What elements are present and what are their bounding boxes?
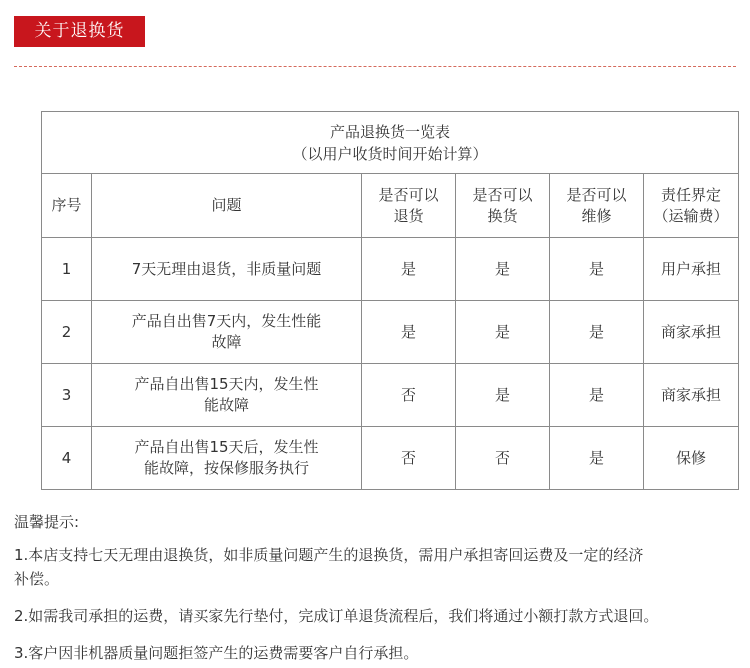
- row-index: 2: [42, 301, 92, 364]
- row-issue-line2: 能故障，按保修服务执行: [143, 459, 309, 477]
- row-issue-line1: 产品自出售15天后，发生性: [134, 438, 319, 456]
- row-exchange: 是: [456, 364, 550, 427]
- section-divider: [14, 66, 736, 67]
- row-issue: [92, 301, 362, 364]
- row-repair: 是: [550, 364, 644, 427]
- row-liability: 商家承担: [644, 301, 739, 364]
- column-header-liability: [644, 174, 739, 238]
- row-liability: 商家承担: [644, 364, 739, 427]
- note-item-1-line2: 补偿。: [14, 570, 60, 588]
- row-exchange: 否: [456, 427, 550, 490]
- row-index: 4: [42, 427, 92, 490]
- column-header-liability-line1: 责任界定: [661, 185, 722, 204]
- table-row: [42, 427, 739, 490]
- row-index: 3: [42, 364, 92, 427]
- column-header-liability-line2: （运输费）: [653, 206, 729, 225]
- table-row: [42, 238, 739, 301]
- row-return: 是: [362, 238, 456, 301]
- column-header-repair: [550, 174, 644, 238]
- row-issue-line1: 产品自出售15天内，发生性: [134, 375, 319, 393]
- column-header-issue: 问题: [92, 174, 362, 238]
- column-header-return-line1: 是否可以: [378, 185, 439, 204]
- table-title-cell: [42, 112, 739, 174]
- row-repair: 是: [550, 427, 644, 490]
- row-exchange: 是: [456, 301, 550, 364]
- column-header-exchange-line1: 是否可以: [472, 185, 533, 204]
- column-header-return: [362, 174, 456, 238]
- note-item-2: 2.如需我司承担的运费，请买家先行垫付，完成订单退货流程后，我们将通过小额打款方式退回。: [14, 607, 659, 625]
- notes-section: [14, 510, 744, 665]
- table-row: [42, 364, 739, 427]
- note-item-1-line1: 1.本店支持七天无理由退换货，如非质量问题产生的退换货，需用户承担寄回运费及一定的经济: [14, 546, 644, 564]
- column-header-exchange: [456, 174, 550, 238]
- row-liability: 保修: [644, 427, 739, 490]
- table-header-row: [42, 174, 739, 238]
- row-return: 是: [362, 301, 456, 364]
- section-title-tag: 关于退换货: [14, 16, 145, 47]
- column-header-exchange-line2: 换货: [487, 206, 518, 225]
- return-policy-table: [41, 111, 739, 490]
- row-liability: 用户承担: [644, 238, 739, 301]
- column-header-repair-line2: 维修: [581, 206, 612, 225]
- notes-heading: 温馨提示:: [14, 513, 80, 531]
- column-header-repair-line1: 是否可以: [566, 185, 627, 204]
- column-header-return-line2: 退货: [393, 206, 424, 225]
- note-item-3: 3.客户因非机器质量问题拒签产生的运费需要客户自行承担。: [14, 644, 419, 662]
- row-issue-line2: 能故障: [203, 396, 249, 414]
- row-return: 否: [362, 427, 456, 490]
- table-title: 产品退换货一览表: [330, 122, 451, 141]
- row-return: 否: [362, 364, 456, 427]
- column-header-index: 序号: [42, 174, 92, 238]
- row-index: 1: [42, 238, 92, 301]
- row-issue-line2: 故障: [211, 333, 242, 351]
- row-issue: [92, 427, 362, 490]
- row-issue: [92, 364, 362, 427]
- row-repair: 是: [550, 238, 644, 301]
- row-exchange: 是: [456, 238, 550, 301]
- table-subtitle: （以用户收货时间开始计算）: [292, 144, 488, 163]
- table-row: [42, 301, 739, 364]
- row-repair: 是: [550, 301, 644, 364]
- row-issue: 7天无理由退货，非质量问题: [92, 238, 362, 301]
- row-issue-line1: 产品自出售7天内，发生性能: [131, 312, 322, 330]
